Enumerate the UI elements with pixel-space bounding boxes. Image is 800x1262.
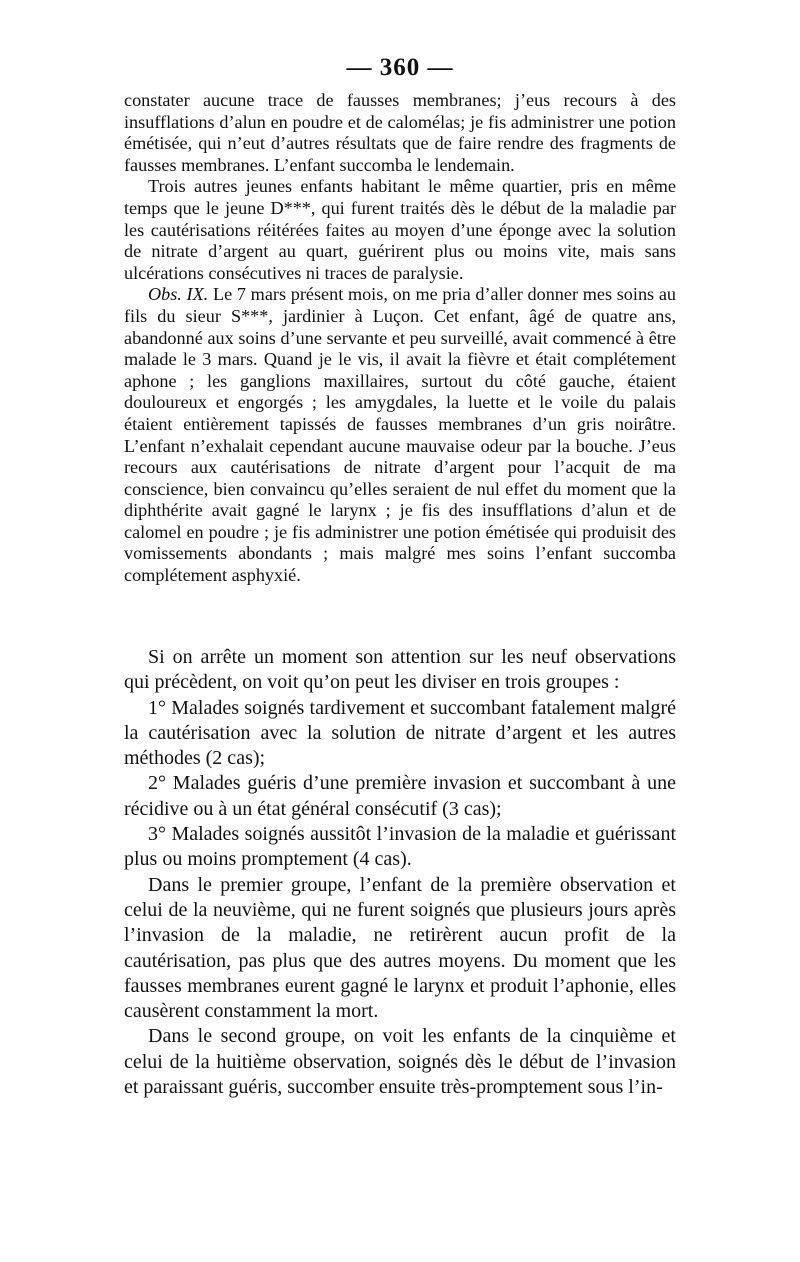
paragraph-first-group: Dans le premier groupe, l’enfant de la première observation et celui de la neuvième, qui ne furent soignés que plusieurs jours après l’invasion de la maladie, ne retirèrent aucun profit de la cautérisation, pas plus que des autres moyens. Du moment que les fausses membranes eurent gagné le larynx et produit l’aphonie, elles causèrent constamment la mort. [124, 873, 676, 1023]
paragraph-observation-ix [124, 284, 676, 586]
paragraph-group-2: 2° Malades guéris d’une première invasion et succombant à une récidive ou à un état général consécutif (3 cas); [124, 772, 676, 820]
page-number: — 360 — [346, 54, 454, 81]
paragraph-group-1: 1° Malades soignés tardivement et succombant fatalement malgré la cautérisation avec la solution de nitrate d’argent et les autres méthodes (2 cas); [124, 696, 676, 770]
paragraph-second-group: Dans le second groupe, on voit les enfants de la cinquième et celui de la huitième observation, soignés dès le début de l’invasion et paraissant guéris, succomber ensuite très-promptement sous l’in- [124, 1025, 676, 1099]
paragraph-three-children: Trois autres jeunes enfants habitant le même quartier, pris en même temps que le jeune D***, qui furent traités dès le début de la maladie par les cautérisations réitérées faites au moyen d’une éponge avec la solution de nitrate d’argent au quart, guérirent plus ou moins vite, mais sans ulcérations consécutives ni traces de paralysie. [124, 176, 676, 283]
summary-text [124, 645, 676, 1100]
paragraph-summary-intro: Si on arrête un moment son attention sur les neuf observations qui précèdent, on voit qu’on peut les diviser en trois groupes : [124, 646, 676, 694]
observation-text [124, 90, 676, 587]
observation-label: Obs. IX. [148, 284, 209, 305]
paragraph-continuation: constater aucune trace de fausses membranes; j’eus recours à des insufflations d’alun en poudre et de calomélas; je fis administrer une potion émétisée, qui n’eut d’autres résultats que de faire rendre des fragments de fausses membranes. L’enfant succomba le lendemain. [124, 90, 676, 175]
observation-ix-body: Le 7 mars présent mois, on me pria d’aller donner mes soins au fils du sieur S***, jardinier à Luçon. Cet enfant, âgé de quatre ans, abandonné aux soins d’une servante et peu surveillé, avait commencé à être malade le 3 mars. Quand je le vis, il avait la fièvre et était complétement aphone ; les ganglions maxillaires, surtout du côté gauche, étaient douloureux et engorgés ; les amygdales, la luette et le voile du palais étaient entièrement tapissés de fausses membranes d’un gris noirâtre. L’enfant n’exhalait cependant aucune mauvaise odeur par la bouche. J’eus recours aux cautérisations de nitrate d’argent pour l’acquit de ma conscience, bien convaincu qu’elles seraient de nul effet du moment que la diphthérite avait gagné le larynx ; je fis des insufflations d’alun et de calomel en poudre ; je fis administrer une potion émétisée qui produisit des vomissements abondants ; mais malgré mes soins l’enfant succomba complétement asphyxié. [124, 284, 676, 586]
paragraph-group-3: 3° Malades soignés aussitôt l’invasion de la maladie et guérissant plus ou moins promptement (4 cas). [124, 823, 676, 871]
